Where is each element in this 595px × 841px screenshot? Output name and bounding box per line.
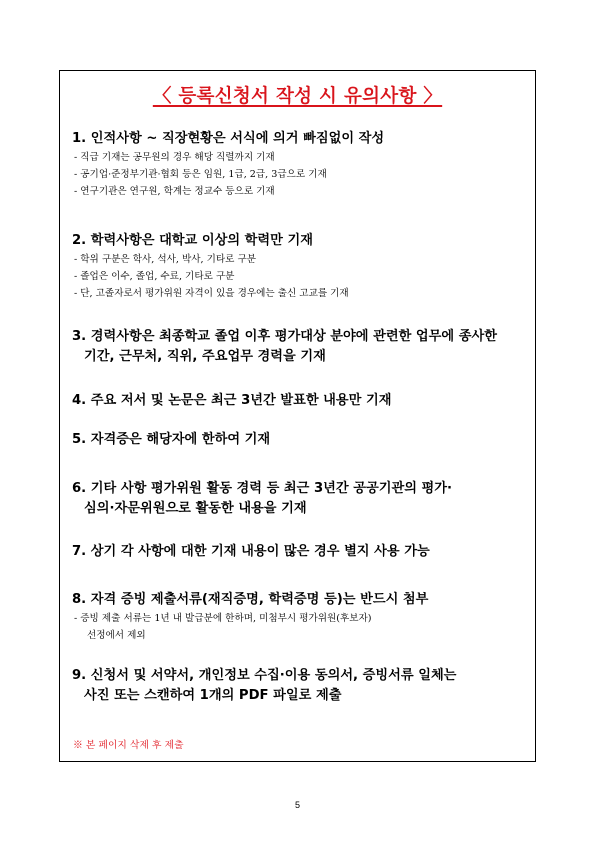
section-7 [72, 542, 532, 562]
section-heading: 7. 상기 각 사항에 대한 기재 내용이 많은 경우 별지 사용 가능 [72, 544, 430, 559]
section-heading: 8. 자격 증빙 제출서류(재직증명, 학력증명 등)는 반드시 첨부 [72, 592, 429, 607]
section-item: - 직급 기재는 공무원의 경우 해당 직렬까지 기재 [74, 152, 275, 163]
section-item: - 증빙 제출 서류는 1년 내 발급분에 한하며, 미첨부시 평가위원(후보자) [74, 613, 372, 624]
section-6 [72, 479, 532, 519]
notice-box [59, 70, 536, 762]
section-5 [72, 430, 532, 450]
section-2 [72, 231, 532, 302]
section-3 [72, 327, 532, 367]
section-item: - 연구기관은 연구원, 학계는 정교수 등으로 기재 [74, 186, 275, 197]
section-heading: 6. 기타 사항 평가위원 활동 경력 등 최근 3년간 공공기관의 평가· [72, 481, 453, 496]
section-heading: 2. 학력사항은 대학교 이상의 학력만 기재 [72, 233, 313, 248]
section-heading: 3. 경력사항은 최종학교 졸업 이후 평가대상 분야에 관련한 업무에 종사한 [72, 329, 497, 344]
page-title: 〈 등록신청서 작성 시 유의사항 〉 [152, 86, 443, 107]
section-item: - 공기업·준정부기관·협회 등은 임원, 1급, 2급, 3급으로 기재 [74, 169, 327, 180]
section-4 [72, 391, 532, 411]
section-item: 선정에서 제외 [87, 630, 146, 641]
section-heading-continued: 기간, 근무처, 직위, 주요업무 경력을 기재 [84, 349, 326, 364]
section-heading: 4. 주요 저서 및 논문은 최근 3년간 발표한 내용만 기재 [72, 393, 392, 408]
page-number: 5 [294, 800, 300, 810]
section-heading: 9. 신청서 및 서약서, 개인정보 수집·이용 동의서, 증빙서류 일체는 [72, 668, 457, 683]
section-item: - 학위 구분은 학사, 석사, 박사, 기타로 구분 [74, 254, 257, 265]
section-heading-continued: 심의·자문위원으로 활동한 내용을 기재 [84, 501, 307, 516]
section-heading: 1. 인적사항 ~ 직장현황은 서식에 의거 빠짐없이 작성 [72, 131, 385, 146]
section-8 [72, 590, 532, 644]
delete-page-note: ※ 본 페이지 삭제 후 제출 [73, 740, 184, 751]
section-item: - 졸업은 이수, 졸업, 수료, 기타로 구분 [74, 271, 235, 282]
section-9 [72, 666, 532, 706]
section-heading: 5. 자격증은 해당자에 한하여 기재 [72, 432, 271, 447]
section-1 [72, 129, 532, 200]
section-heading-continued: 사진 또는 스캔하여 1개의 PDF 파일로 제출 [84, 688, 342, 703]
section-item: - 단, 고졸자로서 평가위원 자격이 있을 경우에는 출신 고교를 기재 [74, 288, 349, 299]
